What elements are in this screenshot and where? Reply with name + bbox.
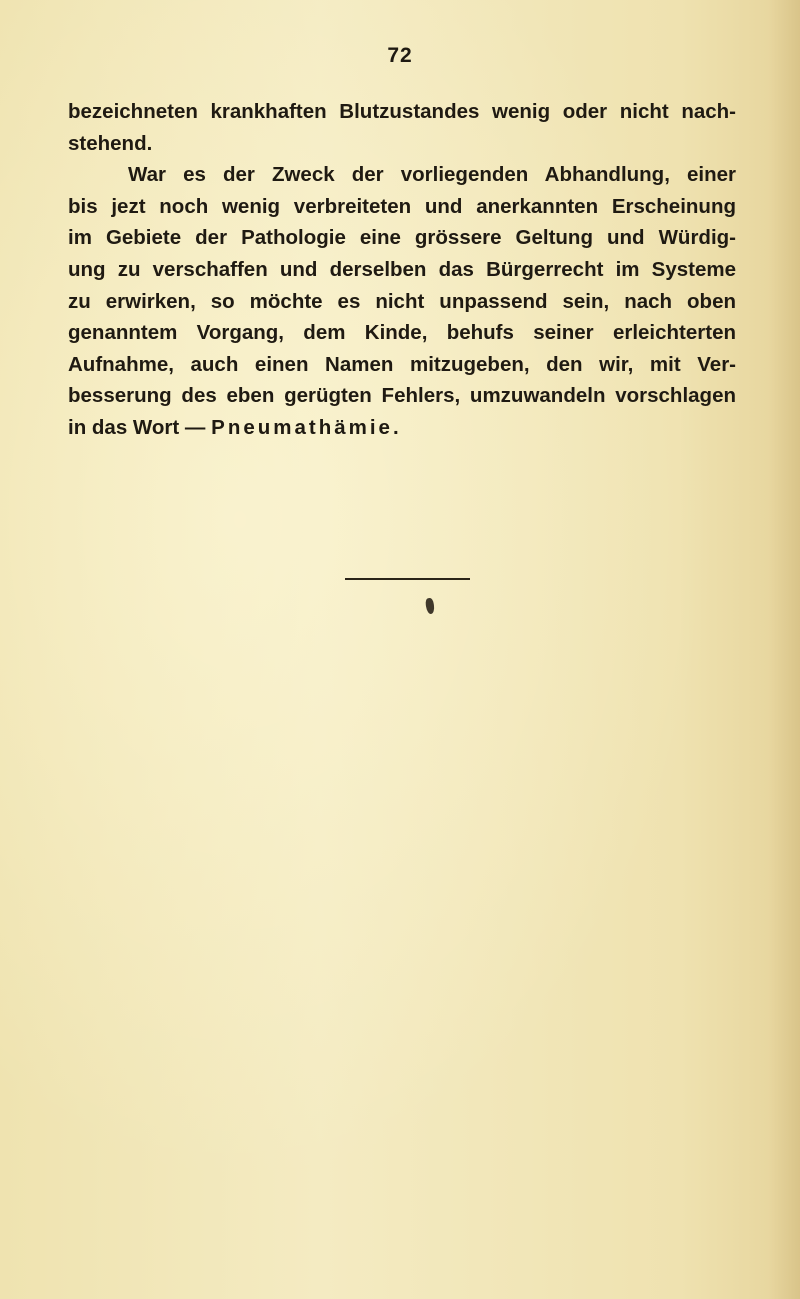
text-line: zu erwirken, so möchte es nicht unpassend sein, nach oben: [68, 289, 736, 313]
text-line: besserung des eben gerügten Fehlers, umzuwandeln vorschlagen: [68, 384, 736, 408]
text-line: genanntem Vorgang, dem Kinde, behufs seiner erleichterten: [68, 321, 736, 345]
highlighted-term: Pneumathämie.: [211, 415, 402, 439]
text-line: bezeichneten krankhaften Blutzustandes wenig oder nicht nach-: [68, 100, 736, 123]
text-line: Aufnahme, auch einen Namen mitzugeben, den wir, mit Ver-: [68, 352, 736, 376]
text-line: War es der Zweck der vorliegenden Abhandlung, einer: [128, 163, 736, 187]
text-line: ung zu verschaffen und derselben das Bürgerrecht im Systeme: [68, 257, 736, 281]
section-divider-rule: [345, 578, 470, 580]
text-line: stehend.: [68, 131, 153, 155]
text-line-final: [68, 412, 736, 444]
body-text: [68, 96, 736, 444]
ink-speck: [425, 598, 435, 615]
page-number: 72: [387, 44, 413, 67]
text-line: bis jezt noch wenig verbreiteten und anerkannten Erscheinung: [68, 194, 736, 218]
text-line: im Gebiete der Pathologie eine grössere Geltung und Würdig-: [68, 226, 736, 250]
text-line-prefix: in das Wort —: [68, 415, 212, 439]
